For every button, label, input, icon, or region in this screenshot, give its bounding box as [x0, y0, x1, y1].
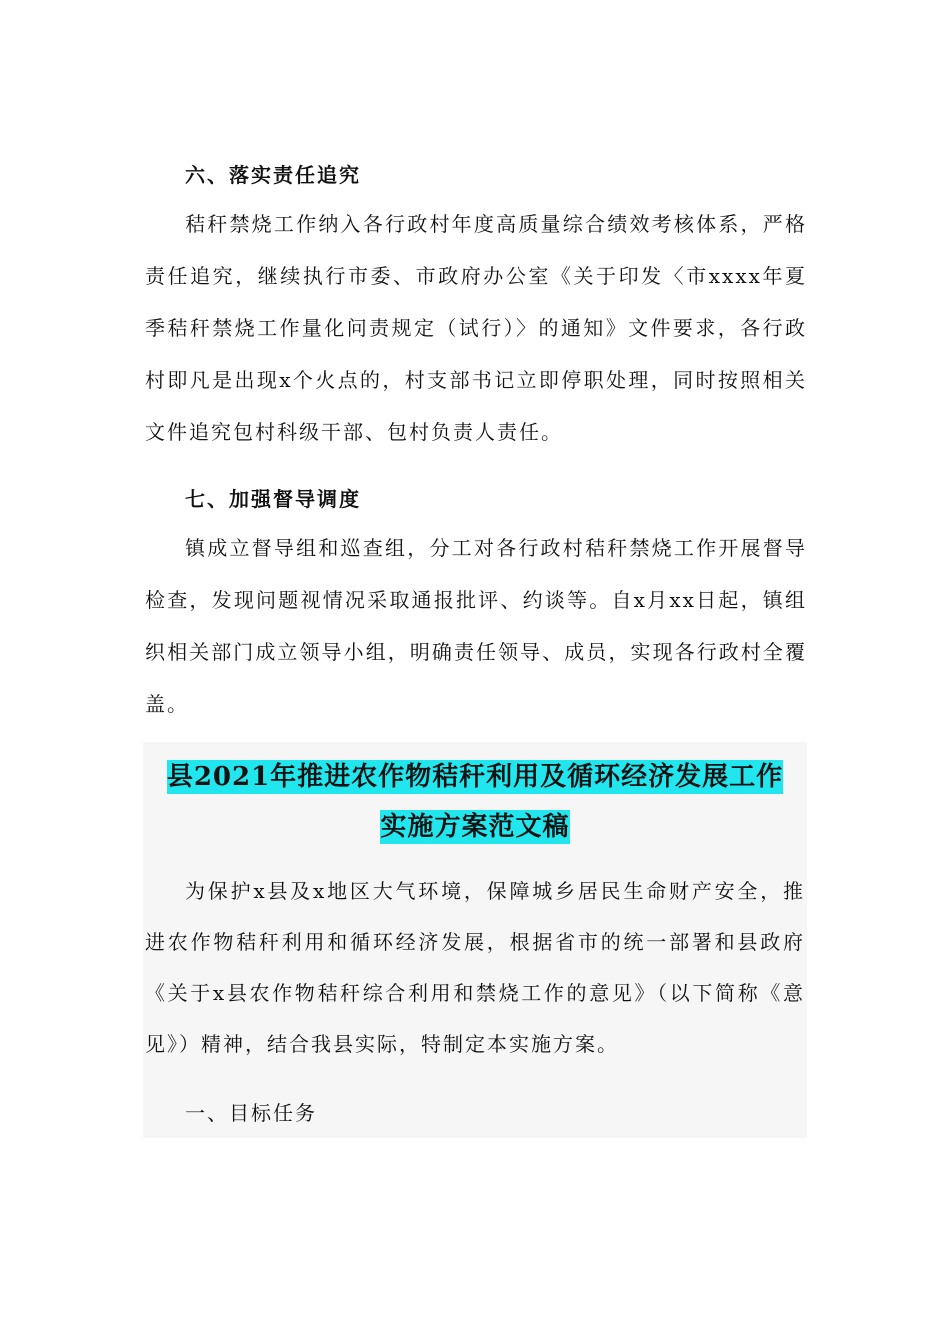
intro-section: [145, 866, 805, 1070]
title-line-2: 实施方案范文稿: [380, 812, 570, 842]
document-title: [143, 752, 807, 852]
section-7-body: 镇成立督导组和巡查组，分工对各行政村秸秆禁烧工作开展督导检查，发现问题视情况采取通报批评、约谈等。自x月xx日起，镇组织相关部门成立领导小组，明确责任领导、成员，实现各行政村全覆盖。: [145, 536, 807, 716]
section-1-heading: 一、目标任务: [185, 1101, 317, 1125]
section-6: [145, 160, 807, 458]
section-6-body: 秸秆禁烧工作纳入各行政村年度高质量综合绩效考核体系，严格责任追究，继续执行市委、市政府办公室《关于印发〈市xxxx年夏季秸秆禁烧工作量化问责规定（试行）〉的通知》文件要求，各行政村即凡是出现x个火点的，村支部书记立即停职处理，同时按照相关文件追究包村科级干部、包村负责人责任。: [145, 212, 807, 444]
intro-body: 为保护x县及x地区大气环境，保障城乡居民生命财产安全，推进农作物秸秆利用和循环经济发展，根据省市的统一部署和县政府《关于x县农作物秸秆综合利用和禁烧工作的意见》（以下简称《意见》）精神，结合我县实际，特制定本实施方案。: [145, 879, 805, 1056]
section-7-heading: 七、加强督导调度: [185, 487, 361, 511]
title-line-1: 县2021年推进农作物秸秆利用及循环经济发展工作: [166, 762, 784, 792]
section-7: [145, 484, 807, 730]
section-6-heading: 六、落实责任追究: [185, 163, 361, 187]
